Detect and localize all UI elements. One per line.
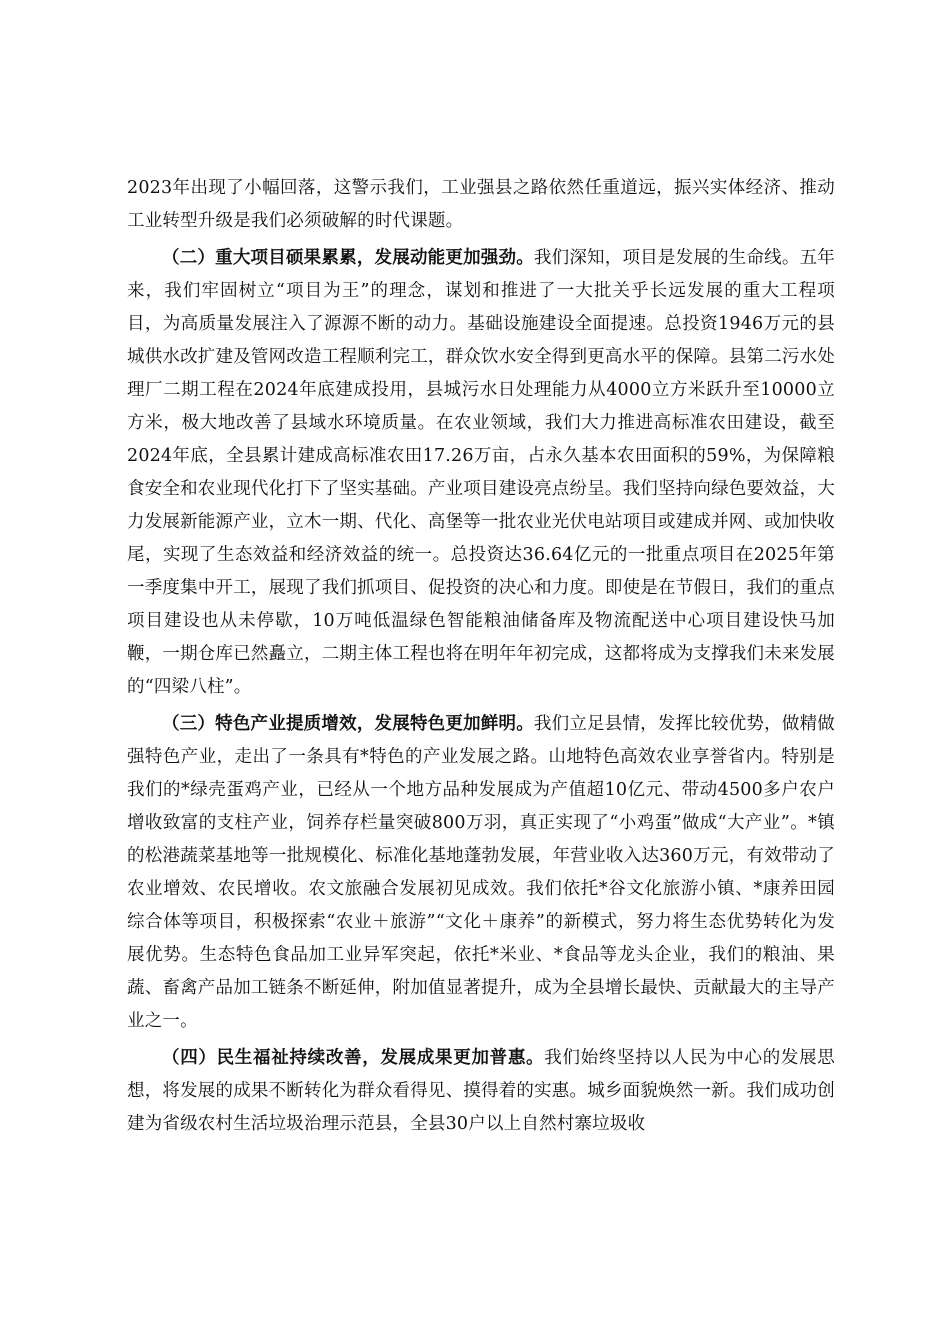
- paragraph-body: 2023年出现了小幅回落，这警示我们，工业强县之路依然任重道远，振兴实体经济、推动工业转型升级是我们必须破解的时代课题。: [127, 178, 835, 231]
- section-heading: （二）重大项目硕果累累，发展动能更加强劲。: [162, 248, 534, 268]
- section-heading: （三）特色产业提质增效，发展特色更加鲜明。: [162, 714, 534, 734]
- paragraph-body: 我们始终坚持以人民为中心的发展思想，将发展的成果不断转化为群众看得见、摸得着的实惠。城乡面貌焕然一新。我们成功创建为省级农村生活垃圾治理示范县，全县30户以上自然村寨垃圾收: [127, 1048, 836, 1134]
- document-page: [127, 172, 835, 1145]
- paragraph-body: 我们立足县情，发挥比较优势，做精做强特色产业，走出了一条具有*特色的产业发展之路。山地特色高效农业享誉省内。特别是我们的*绿壳蛋鸡产业，已经从一个地方品种发展成为产值超10亿元、带动4500多户农户增收致富的支柱产业，饲养存栏量突破800万羽，真正实现了“小鸡蛋”做成“大产业”。*镇的松港蔬菜基地等一批规模化、标准化基地蓬勃发展，年营业收入达360万元，有效带动了农业增效、农民增收。农文旅融合发展初见成效。我们依托*谷文化旅游小镇、*康养田园综合体等项目，积极探索“农业＋旅游”“文化＋康养”的新模式，努力将生态优势转化为发展优势。生态特色食品加工业异军突起，依托*米业、*食品等龙头企业，我们的粮油、果蔬、畜禽产品加工链条不断延伸，附加值显著提升，成为全县增长最快、贡献最大的主导产业之一。: [127, 714, 835, 1031]
- section-heading: （四）民生福祉持续改善，发展成果更加普惠。: [162, 1048, 545, 1068]
- paragraph-major-projects: [127, 242, 835, 704]
- paragraph-body: 我们深知，项目是发展的生命线。五年来，我们牢固树立“项目为王”的理念，谋划和推进了一大批关乎长远发展的重大工程项目，为高质量发展注入了源源不断的动力。基础设施建设全面提速。总投资1946万元的县城供水改扩建及管网改造工程顺利完工，群众饮水安全得到更高水平的保障。县第二污水处理厂二期工程在2024年底建成投用，县城污水日处理能力从4000立方米跃升至10000立方米，极大地改善了县域水环境质量。在农业领域，我们大力推进高标准农田建设，截至2024年底，全县累计建成高标准农田17.26万亩，占永久基本农田面积的59%，为保障粮食安全和农业现代化打下了坚实基础。产业项目建设亮点纷呈。我们坚持向绿色要效益，大力发展新能源产业，立木一期、代化、高堡等一批农业光伏电站项目或建成并网、或加快收尾，实现了生态效益和经济效益的统一。总投资达36.64亿元的一批重点项目在2025年第一季度集中开工，展现了我们抓项目、促投资的决心和力度。即使是在节假日，我们的重点项目建设也从未停歇，10万吨低温绿色智能粮油储备库及物流配送中心项目建设快马加鞭，一期仓库已然矗立，二期主体工程也将在明年年初完成，这都将成为支撑我们未来发展的“四梁八柱”。: [127, 248, 835, 697]
- paragraph-featured-industries: [127, 708, 835, 1038]
- paragraph-livelihood: [127, 1042, 835, 1141]
- paragraph-continuation: [127, 172, 835, 238]
